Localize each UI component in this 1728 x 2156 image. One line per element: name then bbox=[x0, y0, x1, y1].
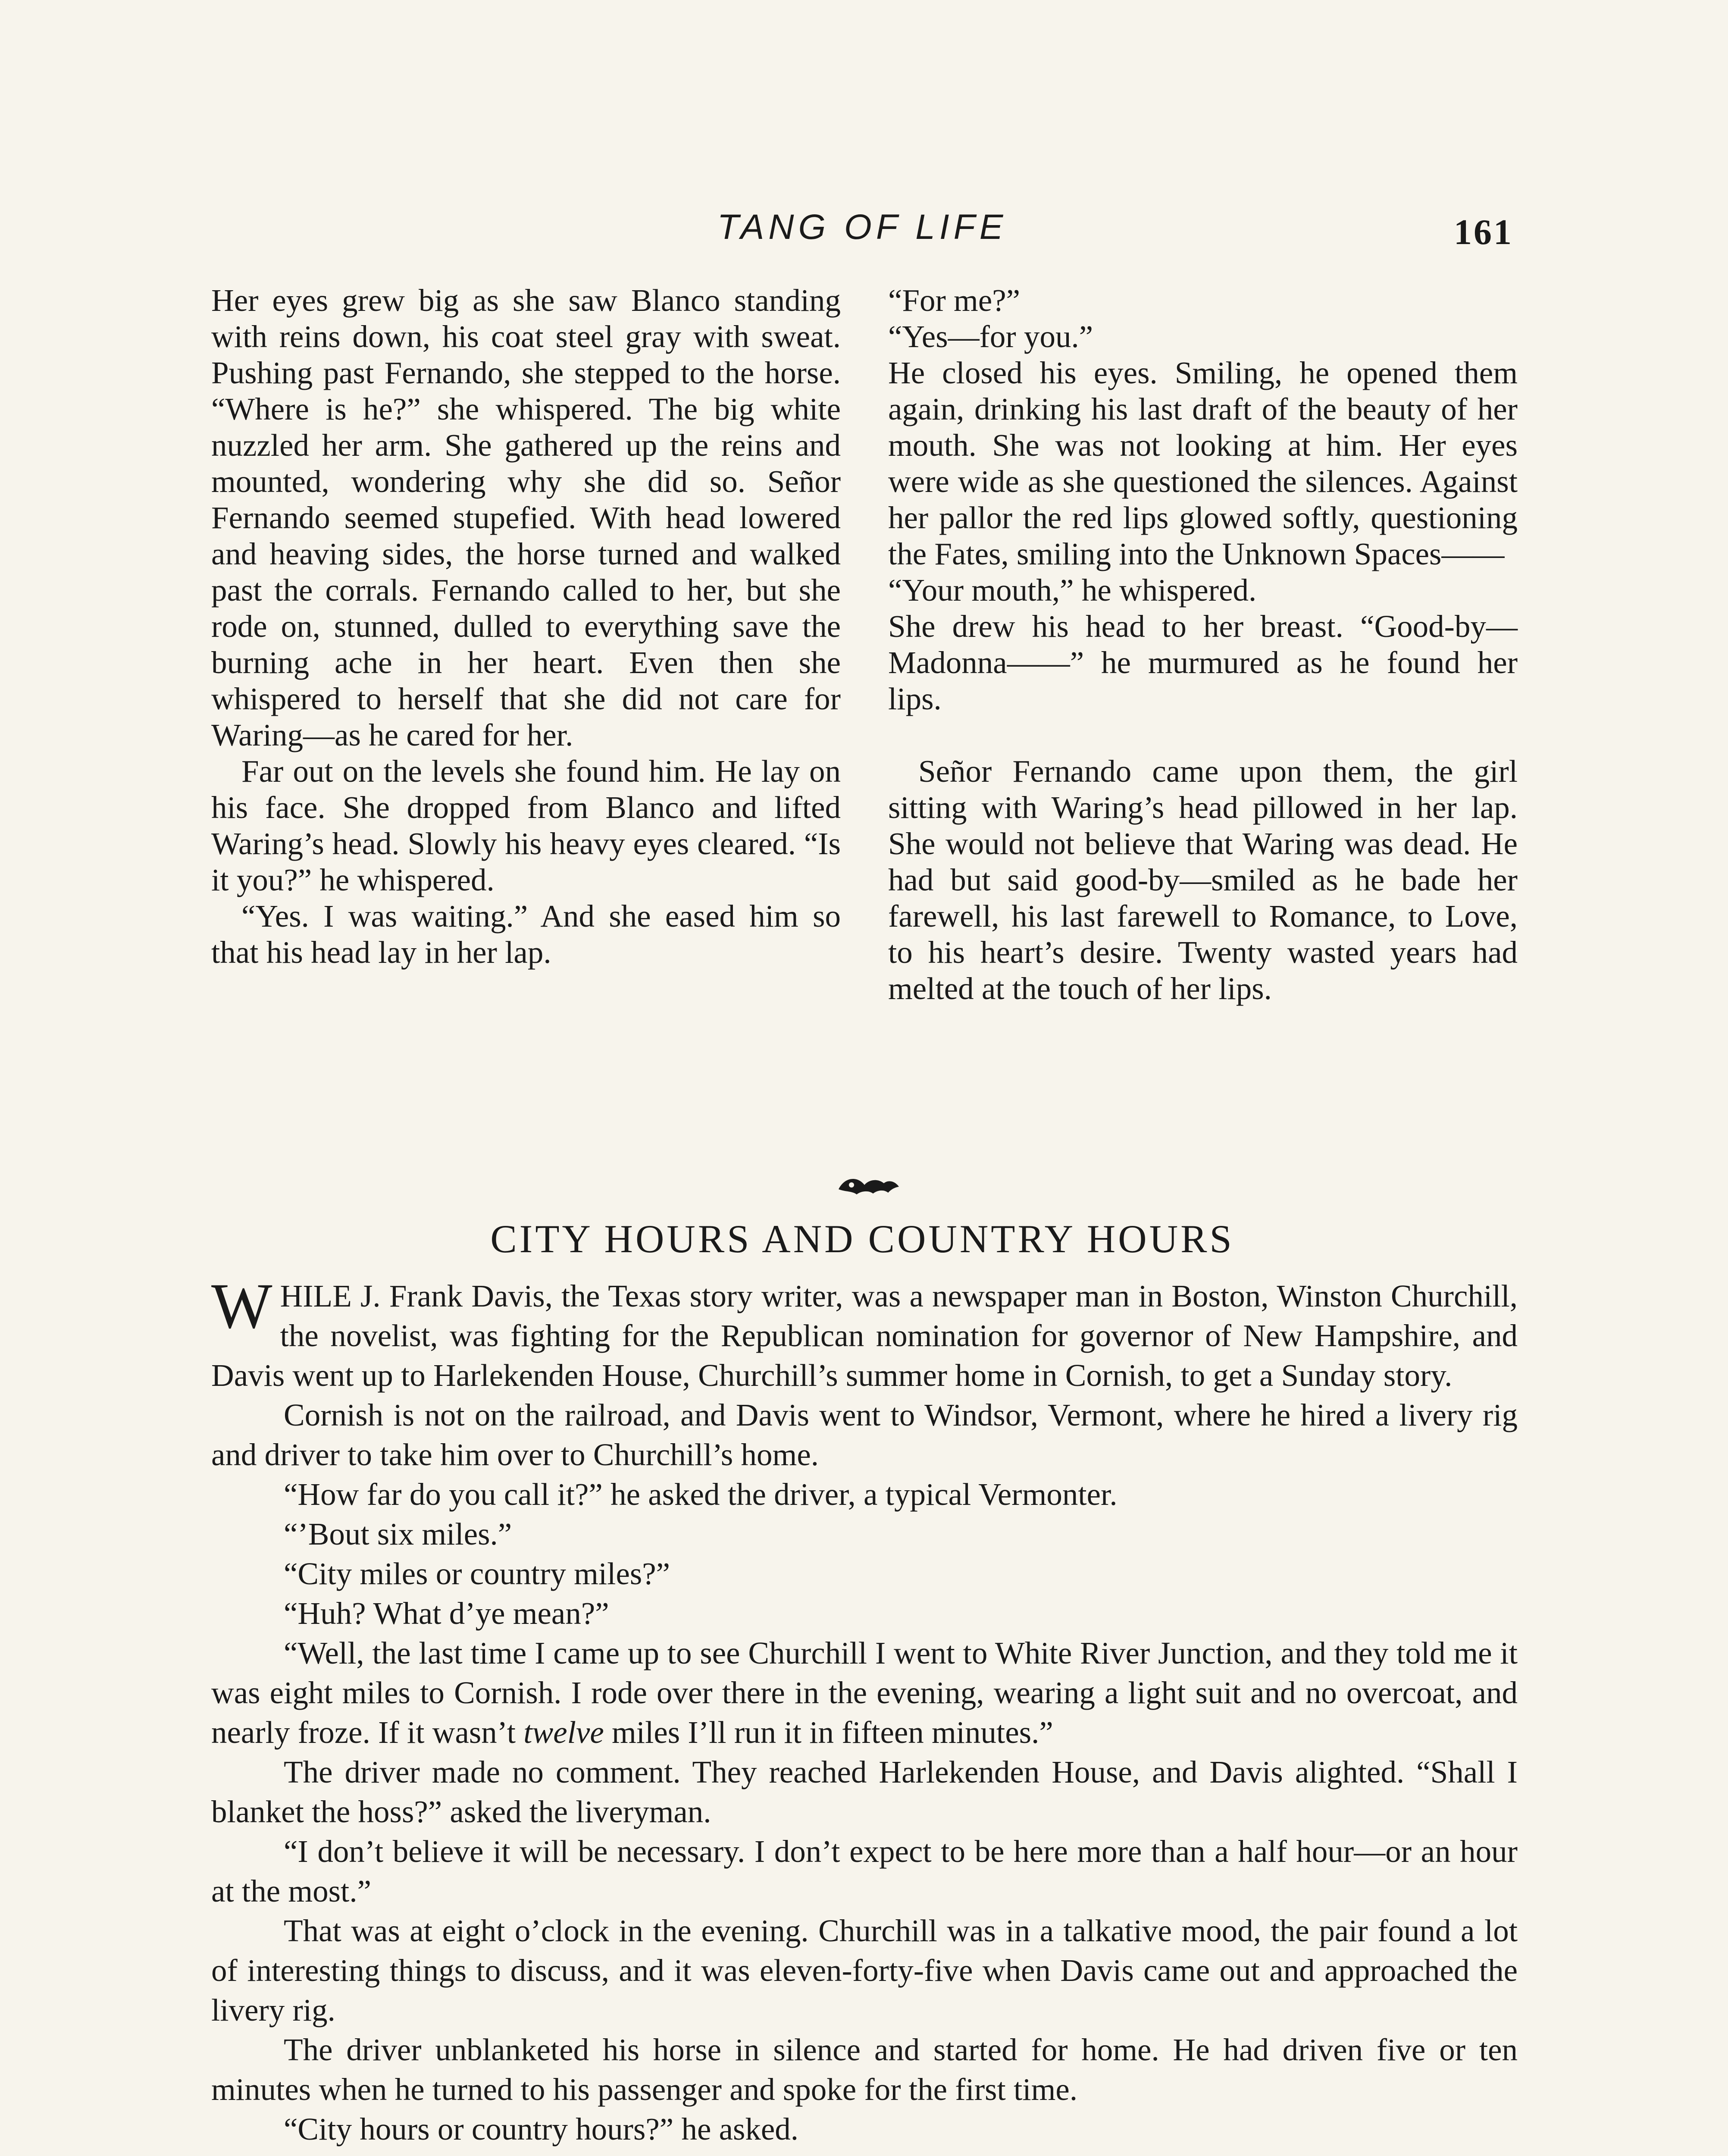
fleuron-ornament-icon bbox=[834, 1172, 903, 1198]
paragraph: That was at eight o’clock in the evening. Churchill was in a talkative mood, the pair found a lot of interesting things to discuss, and it was eleven-forty-five when Davis came out and approached the livery rig. bbox=[211, 1913, 1518, 2028]
article-body bbox=[211, 1270, 1518, 2149]
paragraph: Far out on the levels she found him. He lay on his face. She dropped from Blanco and lifted Waring’s head. Slowly his heavy eyes cleared. “Is it you?” he whispered. bbox=[211, 754, 841, 897]
emphasis-text: twelve bbox=[523, 1715, 604, 1750]
left-column bbox=[211, 282, 841, 1166]
paragraph: “City miles or country miles?” bbox=[284, 1556, 670, 1591]
paragraph: He closed his eyes. Smiling, he opened them again, drinking his last draft of the beauty of her mouth. She was not looking at him. Her eyes were wide as she questioned the silences. Against her pallor the red lips glowed softly, questioning the Fates, smiling into the Unknown Spaces—— bbox=[888, 355, 1518, 571]
first-paragraph bbox=[211, 1270, 1518, 1395]
paragraph: The driver unblanketed his horse in silence and started for home. He had driven five or ten minutes when he turned to his passenger and spoke for the first time. bbox=[211, 2032, 1518, 2107]
paragraph: “I don’t believe it will be necessary. I don’t expect to be here more than a half hour—or an hour at the most.” bbox=[211, 1834, 1518, 1908]
paragraph bbox=[211, 1633, 1518, 1752]
paragraph: Cornish is not on the railroad, and Davis went to Windsor, Vermont, where he hired a livery rig and driver to take him over to Churchill’s home. bbox=[211, 1398, 1518, 1472]
running-title: TANG OF LIFE bbox=[717, 207, 1008, 247]
two-column-story bbox=[211, 282, 1518, 1166]
drop-cap: W bbox=[211, 1270, 272, 1342]
paragraph: “Huh? What d’ye mean?” bbox=[284, 1596, 609, 1631]
right-column bbox=[888, 282, 1518, 1166]
paragraph: “Your mouth,” he whispered. bbox=[888, 573, 1257, 608]
paragraph: “How far do you call it?” he asked the driver, a typical Vermonter. bbox=[284, 1477, 1118, 1512]
paragraph: “Yes. I was waiting.” And she eased him so that his head lay in her lap. bbox=[211, 899, 841, 970]
paragraph: The driver made no comment. They reached Harlekenden House, and Davis alighted. “Shall I blanket the hoss?” asked the liveryman. bbox=[211, 1755, 1518, 1829]
paragraph-text: miles I’ll run it in fifteen minutes.” bbox=[604, 1715, 1053, 1750]
paragraph: Señor Fernando came upon them, the girl sitting with Waring’s head pillowed in her lap. She would not believe that Waring was dead. He had but said good-by—smiled as he bade her farewell, his last farewell to Romance, to Love, to his heart’s desire. Twenty wasted years had melted at the touch of her lips. bbox=[888, 754, 1518, 1006]
paragraph: “For me?” bbox=[888, 283, 1021, 318]
running-head bbox=[211, 207, 1513, 259]
paragraph: “City hours or country hours?” he asked. bbox=[284, 2112, 799, 2147]
section-title: CITY HOURS AND COUNTRY HOURS bbox=[490, 1217, 1234, 1261]
page-number: 161 bbox=[1454, 212, 1513, 252]
paragraph: “Yes—for you.” bbox=[888, 319, 1093, 354]
paragraph: Her eyes grew big as she saw Blanco standing with reins down, his coat steel gray with sweat. Pushing past Fernando, she stepped to the horse. “Where is he?” she whispered. The big white nuzzled her arm. She gathered up the reins and mounted, wondering why she did so. Señor Fernando seemed stupefied. With head lowered and heaving sides, the horse turned and walked past the corrals. Fernando called to her, but she rode on, stunned, dulled to everything save the burning ache in her heart. Even then she whispered to herself that she did not care for Waring—as he cared for her. bbox=[211, 283, 841, 752]
paragraph: “’Bout six miles.” bbox=[284, 1517, 512, 1551]
paragraph-text: “Well, the last time I came up to see Churchill I went to White River Junction, and they told me it was eight miles to Cornish. I rode over there in the evening, wearing a light suit and no overcoat, and nearly froze. If it wasn’t bbox=[211, 1636, 1518, 1750]
first-paragraph-text: HILE J. Frank Davis, the Texas story writer, was a newspaper man in Boston, Winston Churchill, the novelist, was fighting for the Republican nomination for governor of New Hampshire, and Davis went up to Harlekenden House, Churchill’s summer home in Cornish, to get a Sunday story. bbox=[211, 1279, 1518, 1393]
paragraph: She drew his head to her breast. “Good-by—Madonna——” he murmured as he found her lips. bbox=[888, 609, 1518, 716]
